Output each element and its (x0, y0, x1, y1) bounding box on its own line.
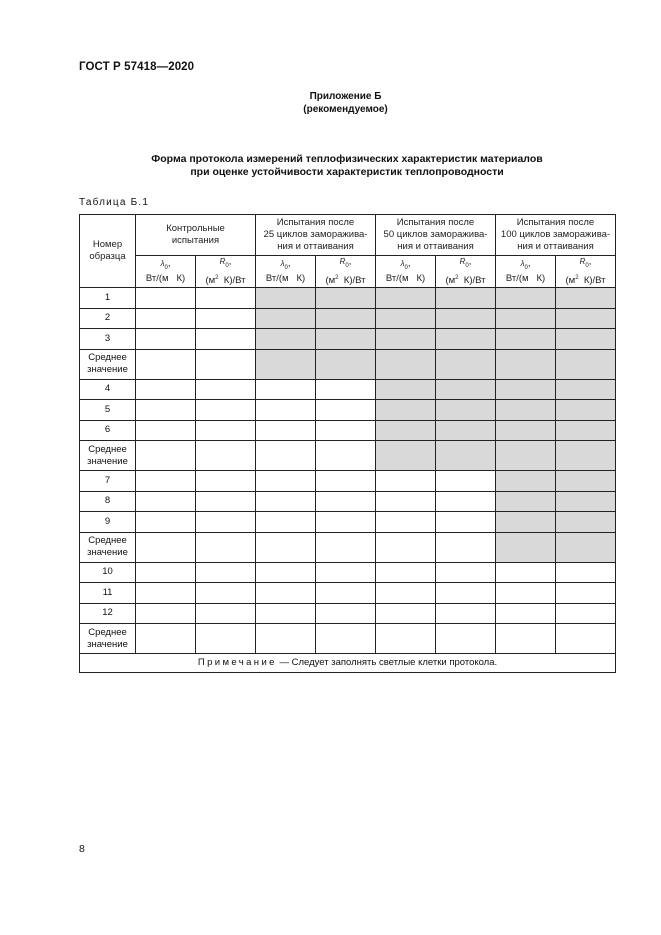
shaded-cell (376, 308, 436, 329)
group-header-line: 25 циклов заморажива- (263, 229, 368, 240)
group-header-line: Испытания после (276, 217, 355, 228)
entry-cell[interactable] (376, 512, 436, 533)
lambda-symbol: $\lambda_0$, (400, 257, 411, 271)
shaded-cell (556, 329, 616, 350)
entry-cell[interactable] (436, 532, 496, 562)
group-header-line: ния и оттаивания (397, 241, 474, 252)
group-header-line: ния и оттаивания (277, 241, 354, 252)
shaded-cell (256, 308, 316, 329)
table-note (80, 654, 616, 673)
shaded-cell (436, 379, 496, 400)
entry-cell[interactable] (196, 603, 256, 624)
entry-cell[interactable] (376, 532, 436, 562)
resistance-header-control (196, 256, 256, 288)
resistance-unit: ($м^2$ К)/Вт (565, 274, 606, 287)
shaded-cell (436, 308, 496, 329)
resistance-header-50-cycles (436, 256, 496, 288)
entry-cell[interactable] (196, 512, 256, 533)
shaded-cell (496, 420, 556, 441)
average-label: Среднее значение (80, 532, 136, 562)
entry-cell[interactable] (196, 400, 256, 421)
resistance-symbol: $R_0$, (579, 256, 592, 269)
entry-cell[interactable] (256, 400, 316, 421)
entry-cell[interactable] (436, 471, 496, 492)
average-row (80, 441, 616, 471)
group-header-line: Испытания после (396, 217, 475, 228)
sample-row (80, 491, 616, 512)
entry-cell[interactable] (196, 491, 256, 512)
entry-cell[interactable] (436, 583, 496, 604)
shaded-cell (256, 288, 316, 309)
resistance-symbol: $R_0$, (459, 256, 472, 269)
appendix-title: Приложение Б (309, 91, 382, 102)
shaded-cell (496, 441, 556, 471)
entry-cell[interactable] (136, 491, 196, 512)
subheader-row (80, 256, 616, 288)
sample-row (80, 308, 616, 329)
entry-cell[interactable] (136, 288, 196, 309)
shaded-cell (496, 400, 556, 421)
entry-cell[interactable] (316, 471, 376, 492)
sample-number: 11 (80, 583, 136, 604)
table-caption: Таблица Б.1 (79, 197, 150, 208)
standard-designation: ГОСТ Р 57418—2020 (79, 61, 195, 73)
lambda-symbol: $\lambda_0$, (160, 257, 171, 271)
shaded-cell (436, 329, 496, 350)
entry-cell[interactable] (496, 562, 556, 583)
shaded-cell (376, 329, 436, 350)
entry-cell[interactable] (196, 532, 256, 562)
sample-number: 2 (80, 308, 136, 329)
shaded-cell (376, 288, 436, 309)
sample-row (80, 583, 616, 604)
shaded-cell (436, 420, 496, 441)
shaded-cell (496, 512, 556, 533)
shaded-cell (316, 329, 376, 350)
shaded-cell (436, 288, 496, 309)
shaded-cell (496, 349, 556, 379)
sample-row (80, 288, 616, 309)
entry-cell[interactable] (136, 471, 196, 492)
resistance-unit: ($м^2$ К)/Вт (325, 274, 366, 287)
sample-row (80, 420, 616, 441)
entry-cell[interactable] (376, 491, 436, 512)
shaded-cell (376, 379, 436, 400)
note-row (80, 654, 616, 673)
sample-row (80, 512, 616, 533)
shaded-cell (556, 441, 616, 471)
entry-cell[interactable] (256, 562, 316, 583)
sample-row (80, 400, 616, 421)
entry-cell[interactable] (256, 583, 316, 604)
entry-cell[interactable] (196, 379, 256, 400)
entry-cell[interactable] (196, 583, 256, 604)
entry-cell[interactable] (136, 349, 196, 379)
entry-cell[interactable] (376, 562, 436, 583)
resistance-header-25-cycles (316, 256, 376, 288)
entry-cell[interactable] (496, 583, 556, 604)
shaded-cell (556, 308, 616, 329)
entry-cell[interactable] (436, 512, 496, 533)
sample-number: 12 (80, 603, 136, 624)
group-header-line: 50 циклов заморажива- (383, 229, 488, 240)
average-row (80, 532, 616, 562)
entry-cell[interactable] (316, 562, 376, 583)
group-header-control (136, 215, 256, 256)
lambda-symbol: $\lambda_0$, (520, 257, 531, 271)
entry-cell[interactable] (316, 379, 376, 400)
resistance-unit: ($м^2$ К)/Вт (205, 274, 246, 287)
entry-cell[interactable] (196, 624, 256, 654)
entry-cell[interactable] (136, 562, 196, 583)
sample-number: 6 (80, 420, 136, 441)
note-text: — Следует заполнять светлые клетки протокола. (279, 657, 498, 669)
entry-cell[interactable] (436, 603, 496, 624)
entry-cell[interactable] (376, 583, 436, 604)
shaded-cell (496, 329, 556, 350)
sample-number: 1 (80, 288, 136, 309)
sample-number: 9 (80, 512, 136, 533)
entry-cell[interactable] (196, 288, 256, 309)
shaded-cell (556, 288, 616, 309)
shaded-cell (436, 349, 496, 379)
entry-cell[interactable] (496, 624, 556, 654)
entry-cell[interactable] (256, 441, 316, 471)
entry-cell[interactable] (316, 491, 376, 512)
shaded-cell (496, 471, 556, 492)
shaded-cell (376, 400, 436, 421)
shaded-cell (556, 532, 616, 562)
sample-row (80, 471, 616, 492)
entry-cell[interactable] (316, 583, 376, 604)
shaded-cell (556, 420, 616, 441)
note-label: Примечание (197, 657, 277, 669)
shaded-cell (556, 471, 616, 492)
group-header-line: 100 циклов заморажива- (500, 229, 611, 240)
shaded-cell (376, 420, 436, 441)
sample-header-line-1: Номер (92, 239, 123, 251)
entry-cell[interactable] (136, 532, 196, 562)
shaded-cell (316, 308, 376, 329)
average-row (80, 624, 616, 654)
sample-row (80, 329, 616, 350)
entry-cell[interactable] (256, 491, 316, 512)
entry-cell[interactable] (316, 420, 376, 441)
group-header-100-cycles (496, 215, 616, 256)
sample-row (80, 379, 616, 400)
entry-cell[interactable] (256, 379, 316, 400)
entry-cell[interactable] (196, 329, 256, 350)
entry-cell[interactable] (316, 624, 376, 654)
lambda-unit: Вт/(м К) (265, 273, 306, 285)
entry-cell[interactable] (196, 420, 256, 441)
lambda-symbol: $\lambda_0$, (280, 257, 291, 271)
form-title-line-1: Форма протокола измерений теплофизических характеристик материалов (151, 153, 543, 165)
entry-cell[interactable] (556, 624, 616, 654)
entry-cell[interactable] (196, 349, 256, 379)
entry-cell[interactable] (256, 624, 316, 654)
appendix-heading (0, 90, 661, 116)
entry-cell[interactable] (136, 379, 196, 400)
shaded-cell (256, 349, 316, 379)
average-row (80, 349, 616, 379)
entry-cell[interactable] (196, 441, 256, 471)
shaded-cell (556, 512, 616, 533)
entry-cell[interactable] (256, 471, 316, 492)
group-header-line: Контрольные (166, 223, 225, 234)
entry-cell[interactable] (376, 624, 436, 654)
resistance-header-100-cycles (556, 256, 616, 288)
shaded-cell (496, 379, 556, 400)
shaded-cell (316, 288, 376, 309)
entry-cell[interactable] (256, 420, 316, 441)
shaded-cell (556, 349, 616, 379)
lambda-unit: Вт/(м К) (505, 273, 546, 285)
sample-header-line-2: образца (89, 251, 126, 263)
entry-cell[interactable] (556, 603, 616, 624)
shaded-cell (496, 491, 556, 512)
entry-cell[interactable] (256, 532, 316, 562)
page-number: 8 (79, 843, 85, 855)
entry-cell[interactable] (436, 491, 496, 512)
entry-cell[interactable] (136, 329, 196, 350)
entry-cell[interactable] (376, 471, 436, 492)
group-header-50-cycles (376, 215, 496, 256)
sample-row (80, 562, 616, 583)
entry-cell[interactable] (196, 471, 256, 492)
sample-number: 4 (80, 379, 136, 400)
shaded-cell (556, 400, 616, 421)
entry-cell[interactable] (436, 562, 496, 583)
entry-cell[interactable] (556, 562, 616, 583)
average-label: Среднее значение (80, 441, 136, 471)
lambda-unit: Вт/(м К) (385, 273, 426, 285)
entry-cell[interactable] (136, 512, 196, 533)
sample-number: 10 (80, 562, 136, 583)
group-header-line: Испытания после (516, 217, 595, 228)
entry-cell[interactable] (136, 400, 196, 421)
entry-cell[interactable] (316, 512, 376, 533)
lambda-header-50-cycles (376, 256, 436, 288)
shaded-cell (256, 329, 316, 350)
group-header-line: испытания (171, 235, 220, 246)
entry-cell[interactable] (196, 562, 256, 583)
entry-cell[interactable] (316, 400, 376, 421)
sample-number-header (80, 215, 136, 288)
lambda-header-25-cycles (256, 256, 316, 288)
entry-cell[interactable] (136, 583, 196, 604)
group-header-line: ния и оттаивания (517, 241, 594, 252)
resistance-unit: ($м^2$ К)/Вт (445, 274, 486, 287)
entry-cell[interactable] (556, 583, 616, 604)
resistance-symbol: $R_0$, (339, 256, 352, 269)
entry-cell[interactable] (316, 603, 376, 624)
shaded-cell (496, 288, 556, 309)
shaded-cell (556, 491, 616, 512)
entry-cell[interactable] (136, 420, 196, 441)
entry-cell[interactable] (136, 441, 196, 471)
group-header-25-cycles (256, 215, 376, 256)
shaded-cell (376, 441, 436, 471)
lambda-unit: Вт/(м К) (145, 273, 186, 285)
shaded-cell (496, 308, 556, 329)
appendix-status: (рекомендуемое) (303, 104, 388, 115)
sample-number: 5 (80, 400, 136, 421)
entry-cell[interactable] (256, 603, 316, 624)
lambda-header-control (136, 256, 196, 288)
header-row (80, 215, 616, 256)
sample-number: 7 (80, 471, 136, 492)
shaded-cell (316, 349, 376, 379)
entry-cell[interactable] (376, 603, 436, 624)
entry-cell[interactable] (316, 532, 376, 562)
sample-number: 8 (80, 491, 136, 512)
resistance-symbol: $R_0$, (219, 256, 232, 269)
sample-number: 3 (80, 329, 136, 350)
average-label: Среднее значение (80, 624, 136, 654)
lambda-header-100-cycles (496, 256, 556, 288)
entry-cell[interactable] (316, 441, 376, 471)
form-title (79, 153, 615, 179)
shaded-cell (436, 441, 496, 471)
shaded-cell (436, 400, 496, 421)
average-label: Среднее значение (80, 349, 136, 379)
form-title-line-2: при оценке устойчивости характеристик теплопроводности (190, 166, 504, 178)
entry-cell[interactable] (256, 512, 316, 533)
shaded-cell (556, 379, 616, 400)
entry-cell[interactable] (136, 624, 196, 654)
entry-cell[interactable] (136, 308, 196, 329)
shaded-cell (376, 349, 436, 379)
sample-row (80, 603, 616, 624)
shaded-cell (496, 532, 556, 562)
protocol-table (79, 214, 616, 673)
entry-cell[interactable] (196, 308, 256, 329)
entry-cell[interactable] (496, 603, 556, 624)
entry-cell[interactable] (436, 624, 496, 654)
entry-cell[interactable] (136, 603, 196, 624)
